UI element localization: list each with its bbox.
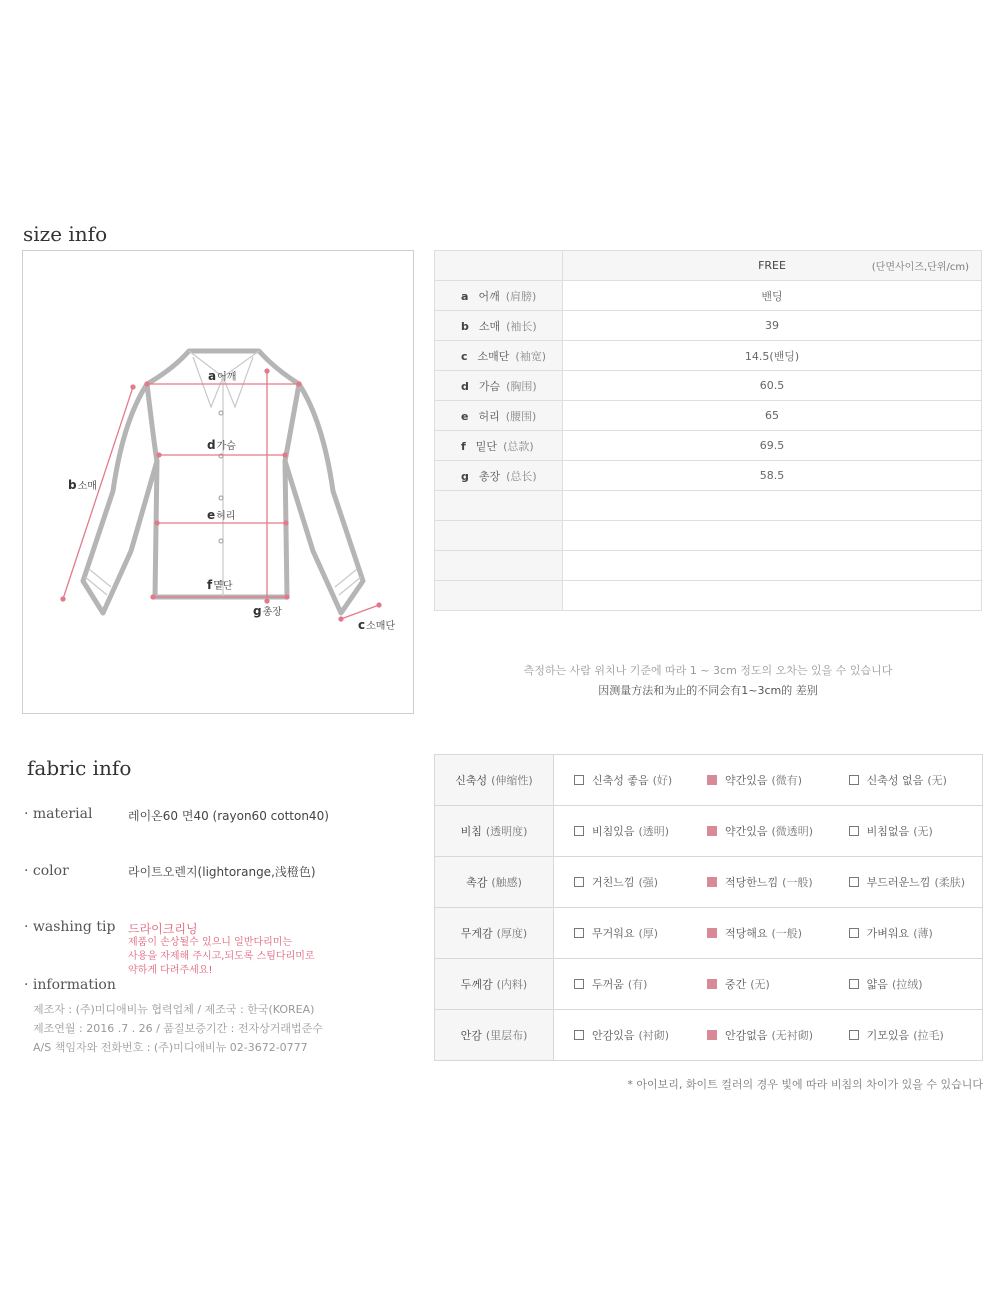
size-row: g 총장 (总长) 58.5 [435,461,982,491]
diagram-label-f: f밑단 [207,578,233,592]
material-value: 레이온60 면40 (rayon60 cotton40) [128,809,329,823]
fabric-option: 가벼워요 (薄) [849,925,933,941]
size-info-title: size info [23,222,108,246]
checked-box-icon [707,1030,717,1040]
diagram-label-d: d가슴 [207,438,236,452]
fabric-option: 약간있음 (微有) [707,772,802,788]
fabric-row [435,857,983,908]
fabric-option: 기모있음 (拉毛) [849,1027,944,1043]
size-table [434,250,982,611]
size-value: 65 [563,401,982,431]
size-table-corner [435,251,563,281]
size-row-empty [435,521,982,551]
size-row: d 가슴 (胸围) 60.5 [435,371,982,401]
washing-label: · washing tip [24,919,116,935]
checkbox-icon [849,928,859,938]
fabric-row [435,755,983,806]
fabric-row-label: 비침 (透明度) [435,806,554,857]
size-row-empty [435,551,982,581]
checkbox-icon [574,928,584,938]
checkbox-icon [574,877,584,887]
size-value: 60.5 [563,371,982,401]
size-value: 밴딩 [563,281,982,311]
fabric-option: 안감있음 (衬砌) [574,1027,669,1043]
checkbox-icon [849,877,859,887]
size-row: c 소매단 (袖宽) 14.5(밴딩) [435,341,982,371]
fabric-option: 약간있음 (微透明) [707,823,813,839]
size-table-header [435,251,982,281]
fabric-row-label: 무게감 (厚度) [435,908,554,959]
fabric-row [435,908,983,959]
size-row: b 소매 (袖长) 39 [435,311,982,341]
checkbox-icon [849,1030,859,1040]
fabric-option: 얇음 (拉绒) [849,976,923,992]
fabric-option: 신축성 좋음 (好) [574,772,672,788]
diagram-label-c: c소매단 [358,618,396,632]
fabric-row [435,1010,983,1061]
checked-box-icon [707,826,717,836]
size-value: 39 [563,311,982,341]
size-column-header: FREE (단면사이즈,단위/cm) [563,251,982,281]
size-row-empty [435,491,982,521]
fabric-option: 신축성 없음 (无) [849,772,947,788]
washing-description: 제품이 손상될수 있으니 일반다리미는 사용을 자제해 주시고,되도록 스팀다리미로 약하게 다려주세요! [128,937,315,976]
fabric-option: 적당한느낌 (一般) [707,874,813,890]
measurement-note-ko: 측정하는 사람 위치나 기준에 따라 1 ~ 3cm 정도의 오차는 있을 수 있습니다 [523,664,893,677]
checkbox-icon [849,979,859,989]
fabric-row-label: 촉감 (触感) [435,857,554,908]
size-value: 14.5(밴딩) [563,341,982,371]
checked-box-icon [707,877,717,887]
checkbox-icon [574,979,584,989]
diagram-label-b: b소매 [68,478,97,492]
checkbox-icon [574,1030,584,1040]
info-line: 제조연월 : 2016 .7 . 26 / 품질보증기간 : 전자상거래법준수 [33,1022,323,1035]
checked-box-icon [707,979,717,989]
fabric-option: 부드러운느낌 (柔肤) [849,874,965,890]
size-value: 69.5 [563,431,982,461]
fabric-footnote: * 아이보리, 화이트 컬러의 경우 빛에 따라 비침의 차이가 있을 수 있습니다 [627,1078,983,1091]
color-value: 라이트오렌지(lightorange,浅橙色) [128,865,316,879]
unit-note: (단면사이즈,단위/cm) [871,262,969,273]
fabric-option: 안감없음 (无衬砌) [707,1027,813,1043]
size-row: f 밑단 (总款) 69.5 [435,431,982,461]
fabric-option: 적당해요 (一般) [707,925,802,941]
fabric-option: 거친느낌 (强) [574,874,658,890]
fabric-option: 비침없음 (无) [849,823,933,839]
size-value: 58.5 [563,461,982,491]
checkbox-icon [849,826,859,836]
fabric-table [434,754,983,1061]
checkbox-icon [849,775,859,785]
fabric-option: 중간 (无) [707,976,770,992]
size-row: e 허리 (腰围) 65 [435,401,982,431]
information-label: · information [24,977,116,993]
fabric-info-title: fabric info [27,756,132,780]
material-label: · material [24,806,93,822]
fabric-row-label: 두께감 (内料) [435,959,554,1010]
checked-box-icon [707,928,717,938]
fabric-option: 두꺼움 (有) [574,976,647,992]
size-row-empty [435,581,982,611]
size-diagram [22,250,414,714]
fabric-row-label: 신축성 (伸缩性) [435,755,554,806]
checkbox-icon [574,826,584,836]
fabric-option: 무거워요 (厚) [574,925,658,941]
washing-title: 드라이크리닝 [128,922,198,936]
measurement-note-cn: 因测量方法和为止的不同会有1~3cm的 差别 [598,684,818,697]
fabric-row [435,959,983,1010]
diagram-label-g: g총장 [253,604,282,618]
checkbox-icon [574,775,584,785]
fabric-option: 비침있음 (透明) [574,823,669,839]
size-row: a 어깨 (肩膀) 밴딩 [435,281,982,311]
color-label: · color [24,863,69,879]
diagram-label-a: a어깨 [208,369,237,383]
fabric-row [435,806,983,857]
info-line: 제조자 : (주)미디애비뉴 협력업체 / 제조국 : 한국(KOREA) [33,1003,315,1016]
checked-box-icon [707,775,717,785]
fabric-row-label: 안감 (里层布) [435,1010,554,1061]
diagram-label-e: e허리 [207,508,236,522]
info-line: A/S 책임자와 전화번호 : (주)미디애비뉴 02-3672-0777 [33,1041,308,1054]
